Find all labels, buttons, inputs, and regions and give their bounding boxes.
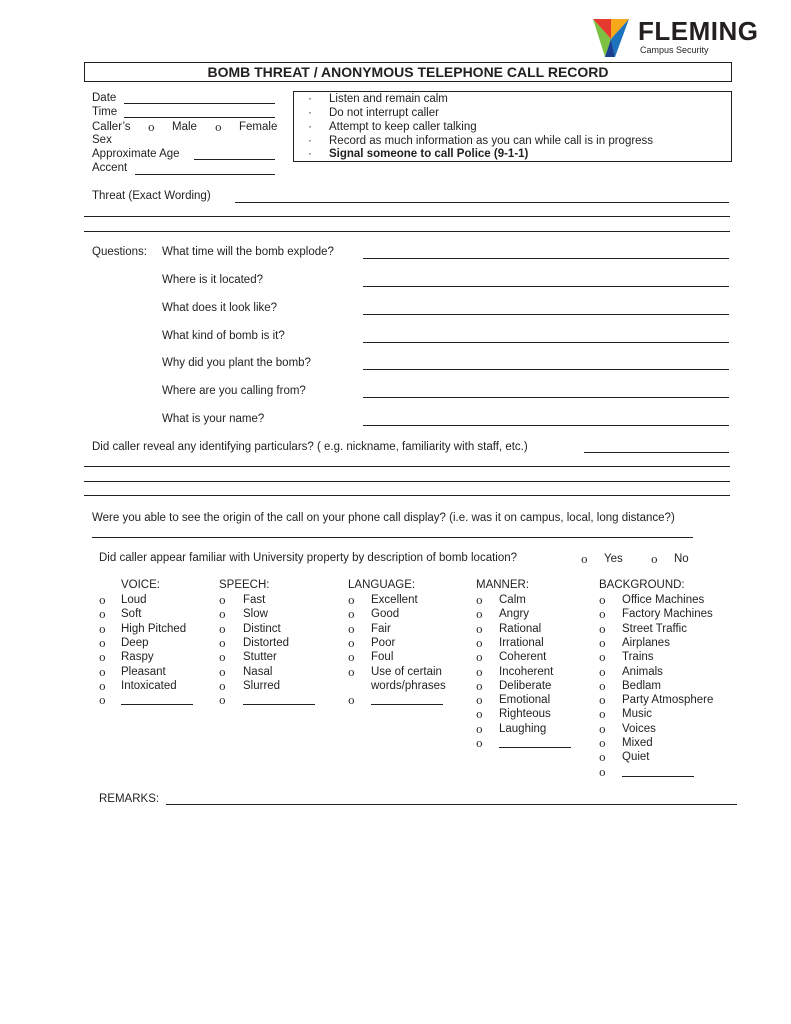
bullet-dot: ·: [308, 121, 312, 133]
manner-column-title: MANNER:: [476, 579, 530, 591]
voice-option-label: Raspy: [121, 651, 154, 664]
date-label: Date: [92, 92, 117, 104]
language-option-checkbox[interactable]: o: [348, 651, 355, 665]
instruction-text: Listen and remain calm: [329, 93, 448, 105]
background-option-label: Bedlam: [622, 679, 661, 692]
manner-option-label: Deliberate: [499, 679, 552, 692]
voice-option-checkbox[interactable]: o: [99, 622, 106, 636]
speech-option-checkbox[interactable]: o: [219, 608, 226, 622]
speech-option-label: Stutter: [243, 651, 277, 664]
speech-option-checkbox[interactable]: o: [219, 679, 226, 693]
voice-option-label: Soft: [121, 608, 142, 621]
speech-option-label: Nasal: [243, 665, 273, 678]
instruction-text: Record as much information as you can while call is in progress: [329, 135, 654, 147]
background-option-label: Voices: [622, 722, 656, 735]
sex-label: Sex: [92, 134, 112, 146]
background-option-checkbox[interactable]: o: [599, 722, 606, 736]
speech-option-checkbox[interactable]: o: [219, 651, 226, 665]
callers-label: Caller’s: [92, 121, 131, 133]
language-column-title: LANGUAGE:: [348, 579, 416, 591]
familiar-question: Did caller appear familiar with University property by description of bomb location?: [99, 552, 518, 564]
background-option-checkbox[interactable]: o: [599, 679, 606, 693]
questions-label: Questions:: [92, 246, 147, 258]
manner-option-checkbox[interactable]: o: [476, 708, 483, 722]
background-other-field[interactable]: [622, 776, 694, 777]
particulars-field-line[interactable]: [84, 495, 730, 496]
background-column-title: BACKGROUND:: [599, 579, 685, 591]
speech-option-label: Distinct: [243, 622, 281, 635]
speech-other-checkbox[interactable]: o: [219, 694, 226, 708]
background-option-label: Office Machines: [622, 594, 705, 606]
answer-field[interactable]: [363, 314, 729, 315]
language-other-field[interactable]: [371, 704, 443, 705]
manner-option-label: Irrational: [499, 636, 544, 649]
speech-column-title: SPEECH:: [219, 579, 270, 591]
language-option-checkbox[interactable]: o: [348, 594, 355, 607]
voice-option-label: Deep: [121, 636, 149, 649]
voice-other-field[interactable]: [121, 704, 193, 705]
manner-option-label: Righteous: [499, 708, 551, 721]
manner-option-label: Rational: [499, 622, 542, 635]
time-field[interactable]: [124, 117, 275, 118]
title-bar: [84, 62, 732, 82]
voice-option-checkbox[interactable]: o: [99, 608, 106, 622]
speech-other-field[interactable]: [243, 704, 315, 705]
voice-option-checkbox[interactable]: o: [99, 665, 106, 679]
background-option-checkbox[interactable]: o: [599, 651, 606, 665]
background-option-checkbox[interactable]: o: [599, 636, 606, 650]
speech-option-label: Distorted: [243, 636, 290, 649]
origin-question: Were you able to see the origin of the call on your phone call display? (i.e. was it on campus, local, long distance?): [92, 512, 675, 524]
voice-other-checkbox[interactable]: o: [99, 694, 106, 708]
background-option-checkbox[interactable]: o: [599, 608, 606, 622]
background-option-label: Street Traffic: [622, 622, 687, 635]
background-option-label: Airplanes: [622, 636, 670, 649]
question-text: Where is it located?: [162, 274, 263, 286]
manner-option-label: Angry: [499, 608, 530, 621]
question-text: What kind of bomb is it?: [162, 330, 285, 342]
voice-option-label: Loud: [121, 594, 147, 606]
manner-other-field[interactable]: [499, 747, 571, 748]
answer-field[interactable]: [363, 342, 729, 343]
voice-option-checkbox[interactable]: o: [99, 636, 106, 650]
page-title: BOMB THREAT / ANONYMOUS TELEPHONE CALL RECORD: [207, 64, 609, 80]
background-option-label: Party Atmosphere: [622, 694, 714, 707]
male-label: Male: [172, 121, 197, 133]
manner-option-checkbox[interactable]: o: [476, 679, 483, 693]
voice-option-label: Pleasant: [121, 665, 166, 678]
bullet-dot: ·: [308, 148, 312, 160]
answer-field[interactable]: [363, 369, 729, 370]
age-label: Approximate Age: [92, 148, 180, 160]
background-option-checkbox[interactable]: o: [599, 751, 606, 765]
background-other-checkbox[interactable]: o: [599, 765, 606, 779]
background-option-label: Factory Machines: [622, 608, 713, 621]
background-option-checkbox[interactable]: o: [599, 737, 606, 750]
manner-option-checkbox[interactable]: o: [476, 594, 483, 607]
threat-field[interactable]: [235, 202, 729, 203]
background-option-checkbox[interactable]: o: [599, 708, 606, 722]
background-option-label: Quiet: [622, 751, 650, 764]
particulars-question: Did caller reveal any identifying particulars? ( e.g. nickname, familiarity with staff, etc.): [92, 441, 528, 453]
logo-wordmark: FLEMING: [638, 16, 759, 46]
manner-other-checkbox[interactable]: o: [476, 737, 483, 750]
accent-field[interactable]: [135, 174, 275, 175]
remarks-field[interactable]: [166, 804, 737, 805]
fleming-shield-icon: [591, 17, 631, 59]
manner-option-label: Incoherent: [499, 665, 554, 678]
language-option-label: Fair: [371, 622, 391, 635]
particulars-field-line[interactable]: [84, 481, 730, 482]
date-field[interactable]: [124, 103, 275, 104]
instructions-box: [293, 91, 732, 162]
voice-column-title: VOICE:: [121, 579, 160, 591]
answer-field[interactable]: [363, 397, 729, 398]
particulars-field[interactable]: [584, 452, 729, 453]
question-text: What does it look like?: [162, 302, 278, 314]
manner-option-label: Laughing: [499, 722, 547, 735]
no-checkbox[interactable]: o: [651, 553, 658, 566]
manner-option-checkbox[interactable]: o: [476, 651, 483, 665]
background-option-label: Trains: [622, 651, 654, 664]
background-option-label: Music: [622, 708, 653, 721]
answer-field[interactable]: [363, 286, 729, 287]
manner-option-checkbox[interactable]: o: [476, 694, 483, 708]
male-checkbox[interactable]: o: [148, 121, 155, 134]
instruction-text: Attempt to keep caller talking: [329, 121, 477, 133]
answer-field[interactable]: [363, 258, 729, 259]
time-label: Time: [92, 106, 118, 118]
background-option-checkbox[interactable]: o: [599, 594, 606, 607]
logo-subtitle: Campus Security: [640, 45, 709, 55]
language-option-label: Good: [371, 608, 400, 621]
accent-label: Accent: [92, 162, 128, 174]
manner-option-checkbox[interactable]: o: [476, 636, 483, 650]
speech-option-label: Slow: [243, 608, 268, 621]
threat-field-line[interactable]: [84, 216, 730, 217]
language-other-checkbox[interactable]: o: [348, 694, 355, 708]
instruction-text: Do not interrupt caller: [329, 107, 439, 119]
manner-option-label: Coherent: [499, 651, 547, 664]
speech-option-label: Slurred: [243, 679, 281, 692]
voice-option-checkbox[interactable]: o: [99, 679, 106, 693]
instruction-text-emphasis: Signal someone to call Police (9-1-1): [329, 148, 529, 160]
language-option-label: words/phrases: [371, 679, 446, 692]
manner-option-checkbox[interactable]: o: [476, 665, 483, 679]
origin-field[interactable]: [92, 537, 693, 538]
bullet-dot: ·: [308, 93, 312, 105]
language-option-label: Foul: [371, 651, 394, 664]
background-option-label: Animals: [622, 665, 663, 678]
voice-option-checkbox[interactable]: o: [99, 594, 106, 607]
threat-label: Threat (Exact Wording): [92, 190, 211, 202]
manner-option-checkbox[interactable]: o: [476, 608, 483, 622]
manner-option-label: Emotional: [499, 694, 551, 707]
language-option-label: Poor: [371, 636, 396, 649]
speech-option-checkbox[interactable]: o: [219, 636, 226, 650]
background-option-checkbox[interactable]: o: [599, 665, 606, 679]
female-label: Female: [239, 121, 278, 133]
female-checkbox[interactable]: o: [215, 121, 222, 134]
no-label: No: [674, 553, 689, 565]
bullet-dot: ·: [308, 135, 312, 147]
background-option-checkbox[interactable]: o: [599, 694, 606, 708]
background-option-checkbox[interactable]: o: [599, 622, 606, 636]
yes-checkbox[interactable]: o: [581, 553, 588, 566]
speech-option-checkbox[interactable]: o: [219, 622, 226, 636]
speech-option-checkbox[interactable]: o: [219, 665, 226, 679]
manner-option-label: Calm: [499, 594, 526, 606]
answer-field[interactable]: [363, 425, 729, 426]
particulars-field-line[interactable]: [84, 466, 730, 467]
voice-option-label: Intoxicated: [121, 679, 177, 692]
bullet-dot: ·: [308, 107, 312, 119]
background-option-label: Mixed: [622, 737, 653, 749]
question-text: Why did you plant the bomb?: [162, 357, 311, 369]
age-field[interactable]: [194, 159, 275, 160]
remarks-label: REMARKS:: [99, 793, 160, 805]
threat-field-line[interactable]: [84, 231, 730, 232]
question-text: What is your name?: [162, 413, 265, 425]
language-option-checkbox[interactable]: o: [348, 608, 355, 622]
voice-option-checkbox[interactable]: o: [99, 651, 106, 665]
language-option-checkbox[interactable]: o: [348, 636, 355, 650]
language-option-label: Excellent: [371, 594, 418, 606]
manner-option-checkbox[interactable]: o: [476, 722, 483, 736]
voice-option-label: High Pitched: [121, 622, 187, 635]
language-option-checkbox[interactable]: o: [348, 622, 355, 636]
language-option-label: Use of certain: [371, 665, 442, 678]
question-text: What time will the bomb explode?: [162, 246, 334, 258]
manner-option-checkbox[interactable]: o: [476, 622, 483, 636]
question-text: Where are you calling from?: [162, 385, 306, 397]
speech-option-label: Fast: [243, 594, 266, 606]
speech-option-checkbox[interactable]: o: [219, 594, 226, 607]
language-option-checkbox[interactable]: o: [348, 665, 355, 679]
yes-label: Yes: [604, 553, 623, 565]
